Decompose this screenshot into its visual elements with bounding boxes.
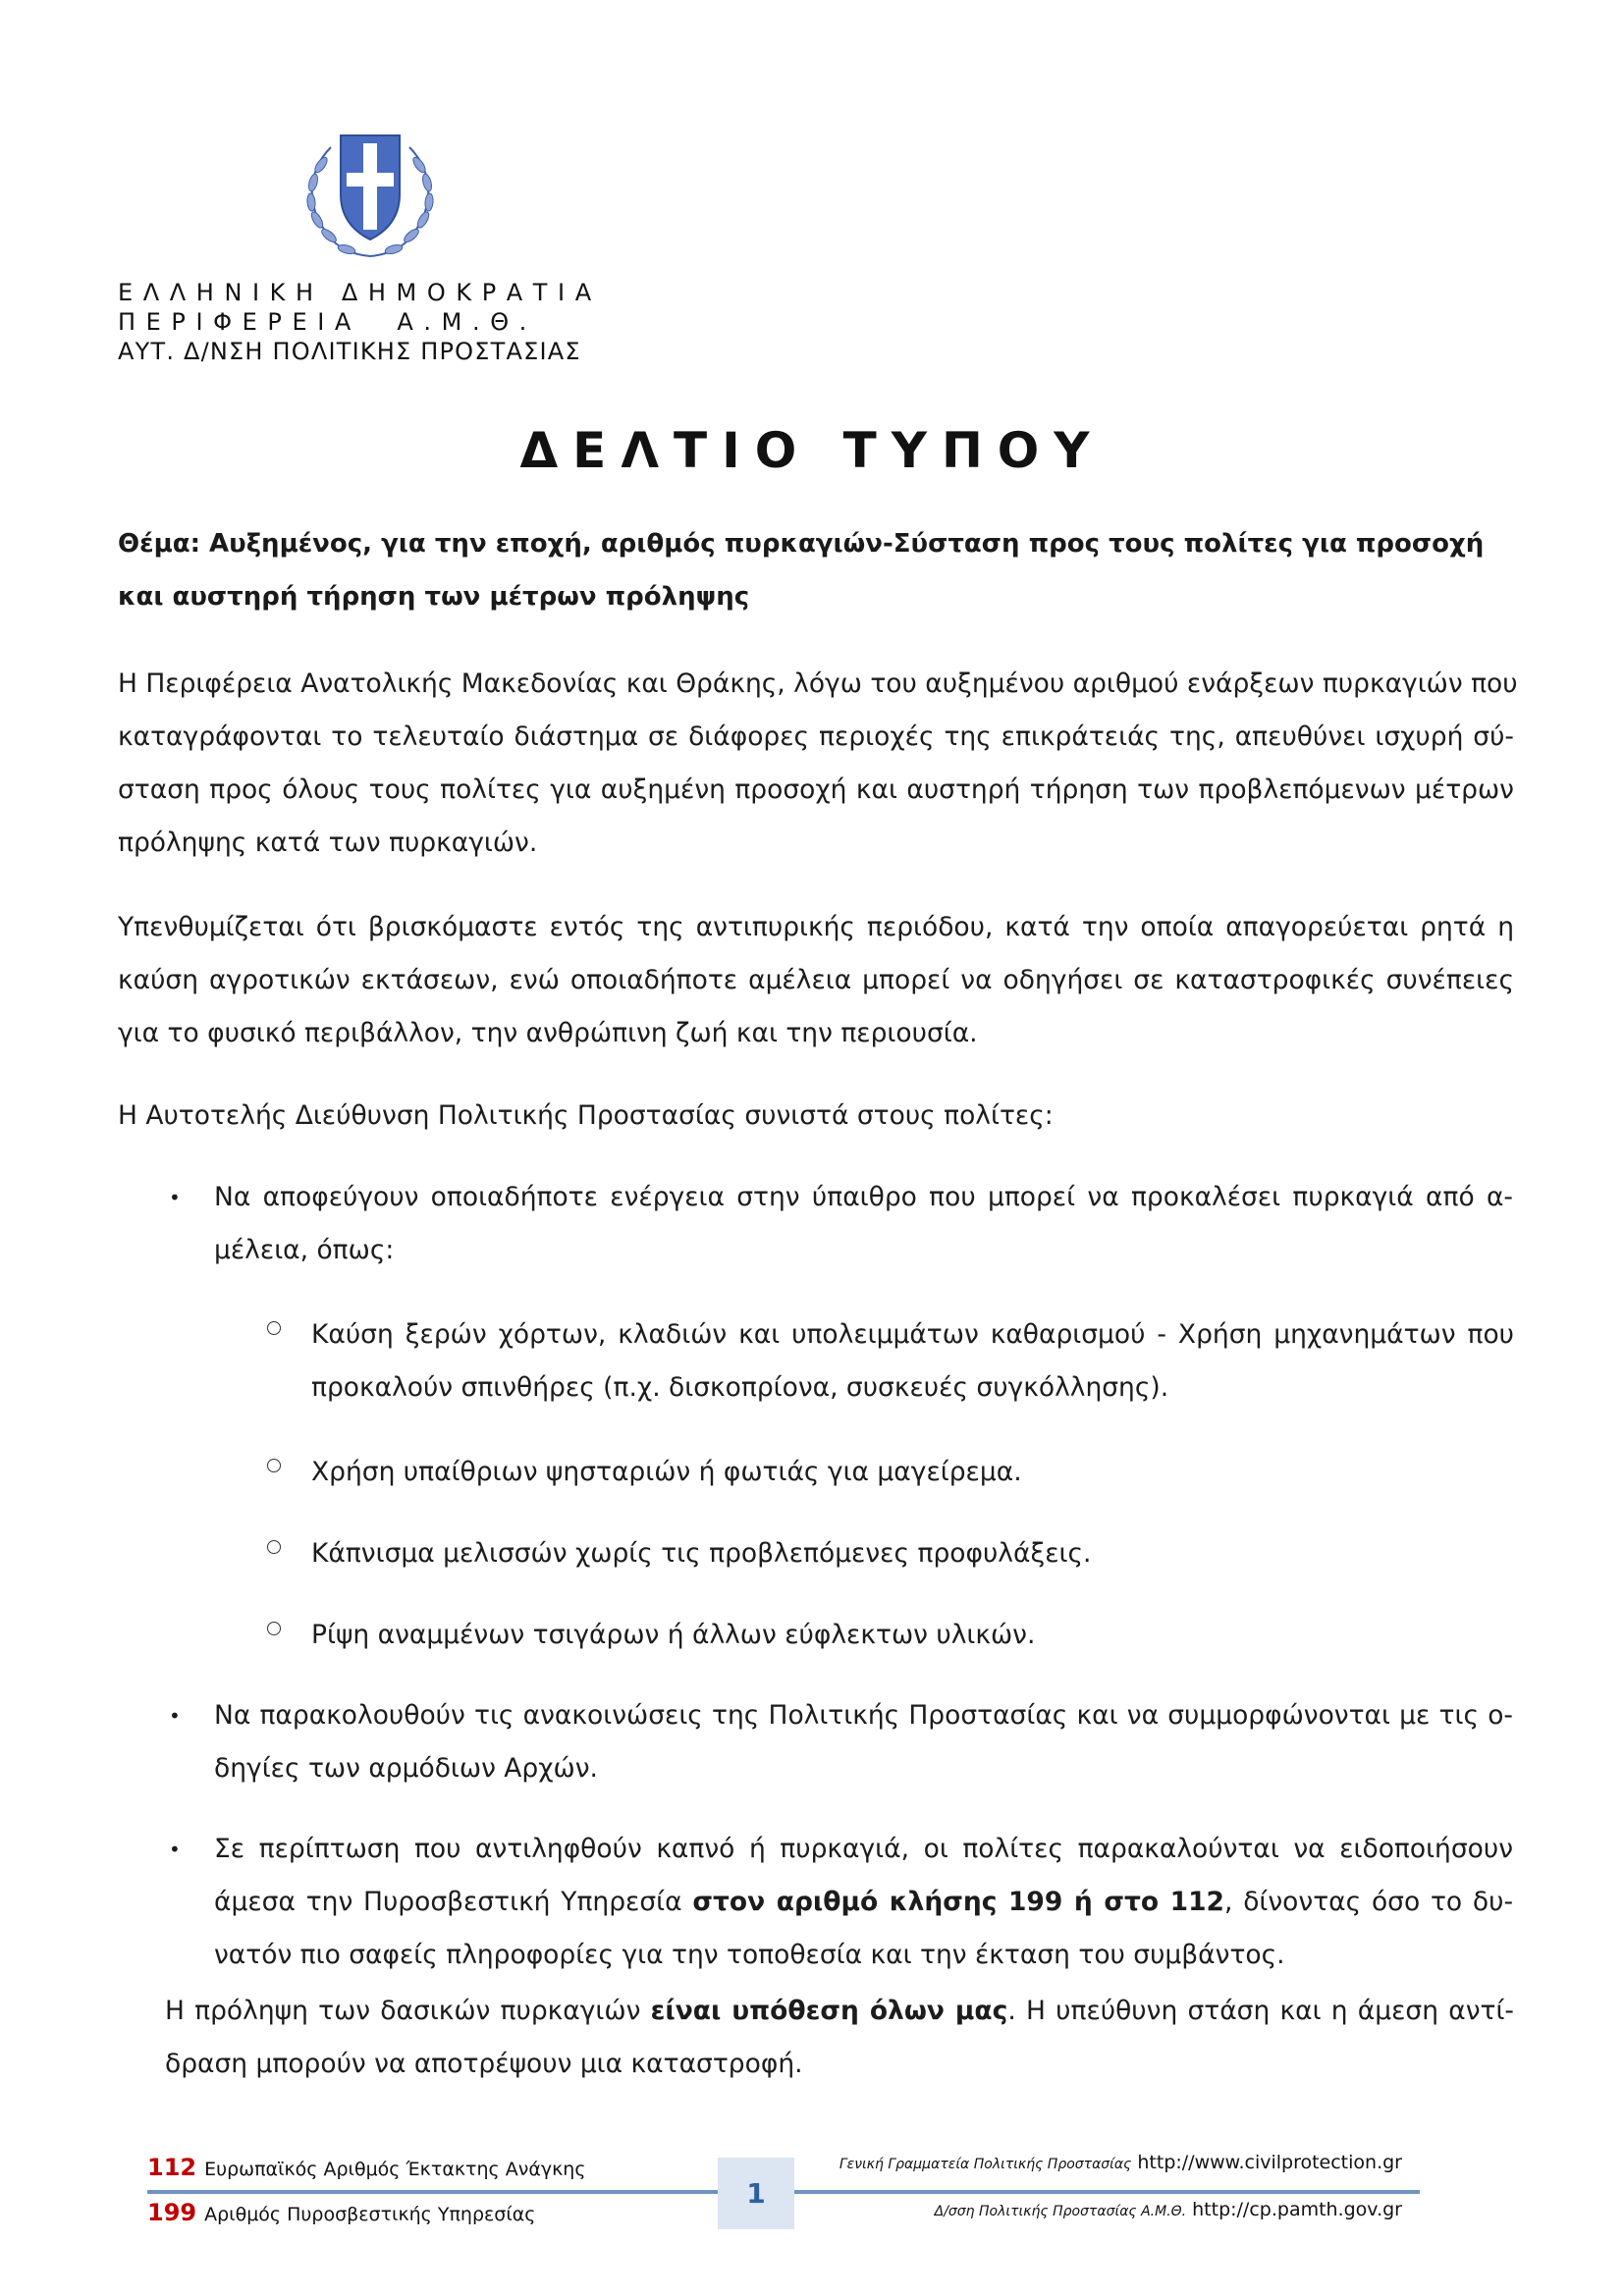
contact-label: Δ/σση Πολιτικής Προστασίας Α.Μ.Θ. <box>934 2204 1187 2219</box>
emergency-label: Αριθμός Πυροσβεστικής Υπηρεσίας <box>204 2204 536 2225</box>
paragraph-text: Η πρόληψη των δασικών πυρκαγιών <box>165 1996 651 2026</box>
organization-header <box>118 278 602 366</box>
paragraph-3 <box>118 1090 1514 1143</box>
bullet-line: Να παρακολουθούν τις ανακοινώσεις της Πολιτικής Προστασίας και να συμμορφώνονται με τις ο- <box>214 1700 1513 1731</box>
subject-line-2: και αυστηρή τήρηση των μέτρων πρόληψης <box>118 582 750 612</box>
bullet-text: , δίνοντας όσο το δυ- <box>1224 1887 1514 1917</box>
document-title: ΔΕΛΤΙΟ ΤΥΠΟΥ <box>519 422 1105 479</box>
sub-bullet-item <box>311 1446 1514 1499</box>
footer-contact-1 <box>839 2152 1402 2173</box>
bullet-marker: • <box>169 1704 181 1728</box>
emergency-numbers-emphasis: στον αριθμό κλήσης 199 ή στο 112 <box>692 1887 1224 1917</box>
paragraph-line: καύση αγροτικών εκτάσεων, ενώ οποιαδήποτε αμέλεια μπορεί να οδηγήσει σε καταστροφικές συνέπειες <box>118 965 1514 995</box>
hollow-circle-bullet-icon <box>267 1321 281 1335</box>
bullet-line <box>214 1876 1513 1929</box>
sub-bullet-line: Ρίψη αναμμένων τσιγάρων ή άλλων εύφλεκτων υλικών. <box>311 1620 1036 1650</box>
page-footer <box>0 2148 1624 2266</box>
org-line-3: ΑΥΤ. Δ/ΝΣΗ ΠΟΛΙΤΙΚΗΣ ΠΡΟΣΤΑΣΙΑΣ <box>118 338 581 365</box>
paragraph-line: πρόληψης κατά των πυρκαγιών. <box>118 828 538 858</box>
closing-paragraph <box>165 1985 1514 2091</box>
closing-emphasis: είναι υπόθεση όλων μας <box>650 1996 1008 2026</box>
org-line-2: ΠΕΡΙΦΕΡΕΙΑ Α.Μ.Θ. <box>118 308 537 336</box>
paragraph-line: για το φυσικό περιβάλλον, την ανθρώπινη ζωή και την περιουσία. <box>118 1018 978 1048</box>
contact-label: Γενική Γραμματεία Πολιτικής Προστασίας <box>839 2157 1132 2172</box>
bullet-line: Να αποφεύγουν οποιαδήποτε ενέργεια στην ύπαιθρο που μπορεί να προκαλέσει πυρκαγιά από α- <box>214 1182 1513 1212</box>
civilprotection-link[interactable]: http://www.civilprotection.gr <box>1137 2152 1402 2173</box>
emergency-number: 199 <box>147 2199 197 2226</box>
sub-bullet-item <box>311 1308 1514 1415</box>
sub-bullet-item <box>311 1527 1514 1580</box>
org-line-1: ΕΛΛΗΝΙΚΗ ΔΗΜΟΚΡΑΤΙΑ <box>118 279 602 306</box>
paragraph-line: σταση προς όλους τους πολίτες για αυξημένη προσοχή και αυστηρή τήρηση των προβλεπόμενων μέτρων <box>118 774 1514 805</box>
bullet-item <box>169 1823 1514 1982</box>
footer-emergency-199 <box>147 2199 535 2226</box>
sub-bullet-line: Καύση ξερών χόρτων, κλαδιών και υπολειμμάτων καθαρισμού - Χρήση μηχανημάτων που <box>311 1319 1514 1350</box>
bullet-text: άμεσα την Πυροσβεστική Υπηρεσία <box>214 1887 693 1917</box>
paragraph-line: δραση μπορούν να αποτρέψουν μια καταστροφή. <box>165 2049 803 2079</box>
hollow-circle-bullet-icon <box>267 1622 281 1635</box>
hollow-circle-bullet-icon <box>267 1540 281 1554</box>
footer-emergency-112 <box>147 2154 585 2181</box>
paragraph-line: Η Αυτοτελής Διεύθυνση Πολιτικής Προστασίας συνιστά στους πολίτες: <box>118 1100 1054 1131</box>
paragraph-text: . Η υπεύθυνη στάση και η άμεση αντί- <box>1007 1996 1514 2026</box>
paragraph-line <box>165 1985 1514 2038</box>
emergency-number: 112 <box>147 2154 197 2181</box>
hollow-circle-bullet-icon <box>267 1459 281 1472</box>
bullet-line: μέλεια, όπως: <box>214 1235 395 1265</box>
greek-coat-of-arms-icon <box>292 118 449 263</box>
bullet-item <box>169 1689 1513 1795</box>
page-number: 1 <box>718 2158 794 2229</box>
emergency-label: Ευρωπαϊκός Αριθμός Έκτακτης Ανάγκης <box>204 2159 586 2180</box>
paragraph-1 <box>118 658 1518 870</box>
bullet-line: νατόν πιο σαφείς πληροφορίες για την τοποθεσία και την έκταση του συμβάντος. <box>214 1940 1285 1970</box>
pamth-link[interactable]: http://cp.pamth.gov.gr <box>1192 2199 1402 2220</box>
bullet-item <box>169 1171 1513 1277</box>
paragraph-line: Η Περιφέρεια Ανατολικής Μακεδονίας και Θράκης, λόγω του αυξημένου αριθμού ενάρξεων πυρκαγιών που <box>118 668 1518 699</box>
paragraph-line: Υπενθυμίζεται ότι βρισκόμαστε εντός της αντιπυρικής περιόδου, κατά την οποία απαγορεύεται ρητά η <box>118 912 1514 942</box>
subject-heading <box>118 517 1512 623</box>
bullet-marker: • <box>169 1186 181 1209</box>
subject-line-1: Θέμα: Αυξημένος, για την εποχή, αριθμός πυρκαγιών-Σύσταση προς τους πολίτες για προσοχή <box>118 529 1485 559</box>
sub-bullet-line: προκαλούν σπινθήρες (π.χ. δισκοπρίονα, συσκευές συγκόλλησης). <box>311 1372 1169 1403</box>
sub-bullet-line: Κάπνισμα μελισσών χωρίς τις προβλεπόμενες προφυλάξεις. <box>311 1538 1092 1569</box>
bullet-marker: • <box>169 1838 181 1861</box>
sub-bullet-item <box>311 1609 1514 1662</box>
bullet-line: Σε περίπτωση που αντιληφθούν καπνό ή πυρκαγιά, οι πολίτες παρακαλούνται να ειδοποιήσουν <box>214 1834 1513 1864</box>
paragraph-2 <box>118 901 1514 1060</box>
sub-bullet-line: Χρήση υπαίθριων ψησταριών ή φωτιάς για μαγείρεμα. <box>311 1457 1022 1487</box>
footer-contact-2 <box>935 2199 1402 2220</box>
paragraph-line: καταγράφονται το τελευταίο διάστημα σε διάφορες περιοχές της επικράτειάς της, απευθύνει ισχυρή σύ- <box>118 721 1514 752</box>
bullet-line: δηγίες των αρμόδιων Αρχών. <box>214 1753 598 1784</box>
